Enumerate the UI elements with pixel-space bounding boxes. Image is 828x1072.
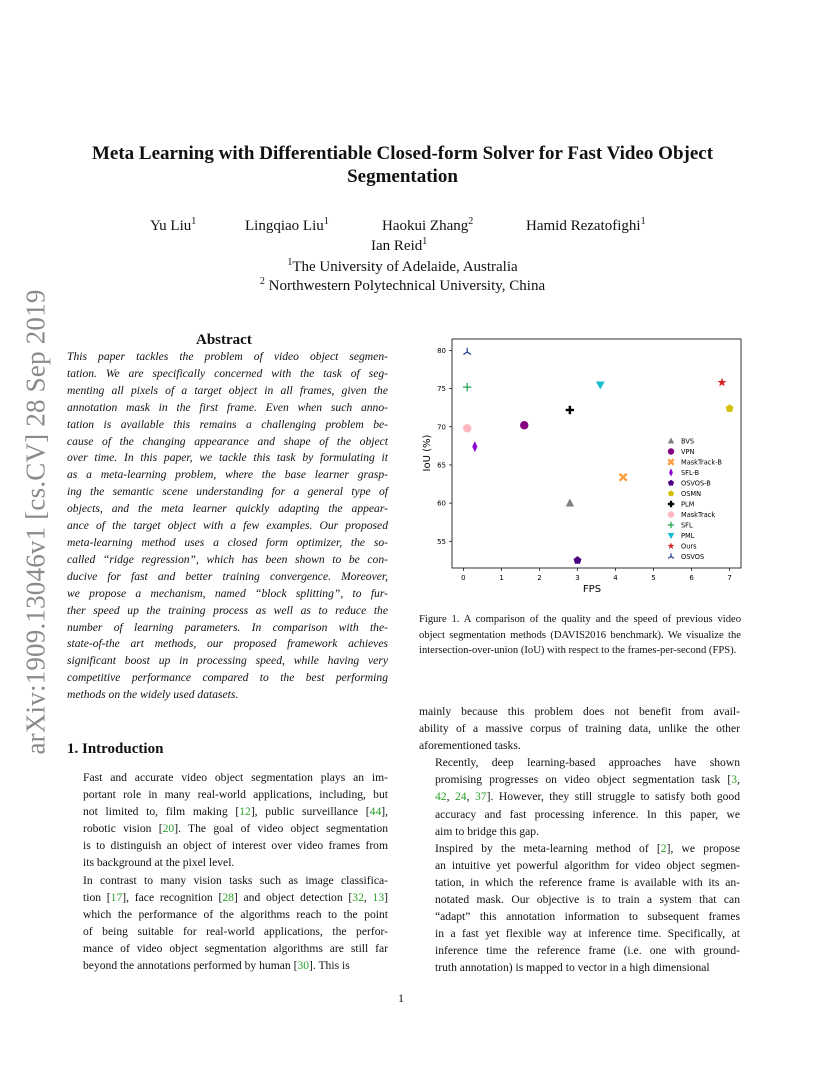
intro-left-column xyxy=(67,769,388,974)
text-span: which the performance of the algorithms reach to the point xyxy=(83,907,388,921)
paragraph xyxy=(419,840,740,977)
legend-marker xyxy=(668,480,674,486)
text-line xyxy=(419,823,740,840)
text-span: tion [ xyxy=(83,890,111,904)
citation-link[interactable]: 32 xyxy=(352,890,364,904)
author: Yu Liu$^1$ xyxy=(150,216,197,234)
text-line xyxy=(67,837,388,854)
abstract-line: tation is available this remains a challenging problem be- xyxy=(67,417,388,431)
data-point-osmn xyxy=(726,404,734,412)
text-span: truth annotation) is mapped to vector in a high dimensional xyxy=(435,961,710,975)
legend-marker xyxy=(668,553,674,558)
text-span: is to distinguish an object of interest over video frames from xyxy=(83,839,388,853)
legend-label: MaskTrack xyxy=(681,511,716,519)
text-span: in a fast yet flexible way at inference time. Specifically, at xyxy=(435,927,740,941)
y-tick-label: 55 xyxy=(437,537,446,546)
paragraph xyxy=(67,872,388,975)
data-point-vpn xyxy=(520,421,528,429)
y-tick-label: 80 xyxy=(437,346,446,355)
abstract-line: tation. We are specifically concerned with the task of seg- xyxy=(67,366,388,380)
text-line xyxy=(67,923,388,940)
text-line xyxy=(67,786,388,803)
citation-link[interactable]: 12 xyxy=(239,805,251,819)
abstract-line: cause of the changing appearance and shape of the object xyxy=(67,434,388,448)
text-span: aforementioned tasks. xyxy=(419,739,521,753)
text-line xyxy=(419,874,740,891)
text-span: ] xyxy=(384,890,389,904)
text-span: robotic vision [ xyxy=(83,822,163,836)
abstract-line: significant boost up in processing speed, while having very xyxy=(67,654,388,668)
legend-label: VPN xyxy=(681,448,695,456)
text-span: ] and object detection [ xyxy=(233,890,353,904)
abstract-line: competitive performance compared to the best performing xyxy=(67,671,388,685)
text-span: of being suitable for real-world applications, the perfor- xyxy=(83,924,388,938)
abstract-heading: Abstract xyxy=(196,332,252,348)
author: Lingqiao Liu$^1$ xyxy=(245,216,329,234)
abstract-line: objects, and the meta learner quickly adapting the appear- xyxy=(67,502,388,516)
citation-link[interactable]: 44 xyxy=(369,805,382,819)
text-line xyxy=(67,940,388,957)
data-point-bvs xyxy=(566,498,574,506)
text-line xyxy=(419,925,740,942)
text-span: ]. However, they still struggle to satisfy both good xyxy=(486,790,741,804)
abstract-line: number of learning parameters. In comparison with the- xyxy=(67,620,388,634)
citation-link[interactable]: 20 xyxy=(162,822,175,836)
data-point-osvos-b xyxy=(573,556,581,564)
text-span: ]. This is xyxy=(309,959,350,973)
abstract-body xyxy=(67,349,388,704)
citation-link[interactable]: 3 xyxy=(731,773,738,787)
text-span: mance of video object segmentation algorithms are still far xyxy=(83,941,388,955)
data-point-masktrack xyxy=(463,424,471,432)
section-heading-introduction: 1. Introduction xyxy=(67,741,164,757)
abstract-line: ther speed up the training process as well as to reduce the xyxy=(67,603,388,617)
text-span: Inspired by the meta-learning method of [ xyxy=(435,841,661,855)
text-line xyxy=(67,957,388,974)
text-line xyxy=(419,754,740,771)
citation-link[interactable]: 30 xyxy=(297,959,310,973)
citation-link[interactable]: 2 xyxy=(660,841,667,855)
paragraph xyxy=(419,703,740,754)
text-span: portant role in many real-world applications, including, but xyxy=(83,788,388,802)
text-line xyxy=(419,737,740,754)
intro-right-column xyxy=(419,703,740,977)
legend-marker xyxy=(669,468,673,476)
legend-marker xyxy=(668,511,674,517)
legend-marker xyxy=(668,448,674,454)
text-line xyxy=(67,906,388,923)
x-tick-label: 1 xyxy=(499,574,504,582)
citation-link[interactable]: 13 xyxy=(372,890,385,904)
text-span: ], face recognition [ xyxy=(122,890,223,904)
paragraph xyxy=(67,769,388,872)
y-tick-label: 70 xyxy=(437,423,446,432)
paper-title xyxy=(60,142,745,188)
x-axis-label: FPS xyxy=(582,584,602,595)
text-span: promising progresses on video object segmentation task [ xyxy=(435,773,732,787)
citation-link[interactable]: 42 xyxy=(435,790,447,804)
y-tick-label: 60 xyxy=(437,499,446,508)
plot-frame xyxy=(452,339,741,568)
legend-label: OSVOS xyxy=(681,553,705,561)
title-line-2: Segmentation xyxy=(347,166,458,187)
data-point-ours xyxy=(717,378,726,387)
text-span: ], xyxy=(381,805,388,819)
x-tick-label: 0 xyxy=(461,574,466,582)
x-tick-label: 7 xyxy=(727,574,732,582)
text-line xyxy=(67,854,388,871)
text-span: , xyxy=(737,773,740,787)
text-span: , xyxy=(446,790,455,804)
legend-label: Ours xyxy=(681,542,697,551)
x-tick-label: 3 xyxy=(575,574,580,582)
text-line xyxy=(419,942,740,959)
text-span: ]. The goal of video object segmentation xyxy=(174,822,388,836)
citation-link[interactable]: 28 xyxy=(222,890,234,904)
y-tick-label: 75 xyxy=(437,385,446,394)
text-line xyxy=(419,908,740,925)
text-line xyxy=(67,872,388,889)
text-span: an intuitive yet powerful algorithm for video object segmen- xyxy=(435,858,740,872)
legend-label: MaskTrack-B xyxy=(681,458,722,467)
abstract-line: state-of-the art methods, our proposed framework achieves xyxy=(67,637,388,651)
legend-marker xyxy=(668,542,675,549)
text-span: tation, in which the reference frame is available with its an- xyxy=(435,875,740,889)
x-tick-label: 2 xyxy=(537,574,542,582)
affiliation-2: $^2$ Northwestern Polytechnical University, China xyxy=(259,276,546,294)
text-span: mainly because this problem does not benefit from avail- xyxy=(419,705,740,718)
figure-caption: Figure 1. A comparison of the quality and the speed of previous video object segmentation methods (DAVIS2016 benchmark). We visualize the intersection-over-union (IoU) with respect to the frames-per-second (FPS). xyxy=(419,614,741,656)
text-line xyxy=(419,788,740,805)
author: Haokui Zhang$^2$ xyxy=(382,216,474,234)
abstract-line: called “ridge regression”, which has been shown to be con- xyxy=(67,552,388,566)
abstract-line: annotation mask in the first frame. Even when such anno- xyxy=(67,400,388,414)
citation-link[interactable]: 24 xyxy=(455,790,467,804)
text-span: notated mask. Our objective is to train a system that can xyxy=(435,893,740,907)
text-span: Recently, deep learning-based approaches have shown xyxy=(435,756,740,770)
abstract-line: over time. In this paper, we tackle this task by formulating it xyxy=(67,451,388,465)
abstract-line: we propose a mechanism, named “block splitting”, to fur- xyxy=(67,586,388,600)
text-span: beyond the annotations performed by human [ xyxy=(83,959,298,973)
text-line xyxy=(419,771,740,788)
text-span: , xyxy=(466,790,475,804)
legend-marker xyxy=(668,533,675,539)
title-line-1: Meta Learning with Differentiable Closed-form Solver for Fast Video Object xyxy=(91,143,714,164)
legend-marker xyxy=(668,501,674,507)
text-span: its background at the pixel level. xyxy=(83,856,235,870)
abstract-line: ance of the target object with a few examples. Our proposed xyxy=(67,519,388,533)
text-line xyxy=(419,857,740,874)
text-span: accuracy and fast processing inference. In this paper, we xyxy=(435,807,740,821)
text-span: Fast and accurate video object segmentation plays an im- xyxy=(83,771,388,784)
legend-label: PLM xyxy=(681,500,695,509)
fps-iou-scatter-chart xyxy=(414,330,750,600)
legend-marker xyxy=(668,522,674,528)
abstract-line: meta-learning method uses a closed form optimizer, the so- xyxy=(67,535,388,549)
legend-marker xyxy=(668,459,673,464)
text-span: ], we propose xyxy=(666,841,741,855)
abstract-line: ing the semantic scene understanding for a general type of xyxy=(67,485,388,499)
legend-label: SFL xyxy=(681,521,693,530)
text-span: “adapt” this annotation information to subsequent frames xyxy=(435,910,740,924)
author: Ian Reid$^1$ xyxy=(371,236,428,254)
text-span: aim to bridge this gap. xyxy=(435,824,540,838)
author: Hamid Rezatofighi$^1$ xyxy=(526,216,646,234)
x-tick-label: 5 xyxy=(651,574,656,582)
abstract-line: This paper tackles the problem of video object segmen- xyxy=(67,350,388,363)
abstract-line: ducive for fast and better training convergence. Moreover, xyxy=(67,569,388,583)
data-point-sfl xyxy=(463,383,471,391)
legend-marker xyxy=(668,490,674,496)
data-point-plm xyxy=(566,406,574,414)
y-tick-label: 65 xyxy=(437,461,446,470)
text-span: , xyxy=(363,890,373,904)
page-number: 1 xyxy=(398,991,404,1005)
abstract-line: menting all pixels of a target object in all frames, given the xyxy=(67,383,388,397)
text-span: not limited to, film making [ xyxy=(83,805,240,819)
x-tick-label: 6 xyxy=(689,574,694,582)
data-point-pml xyxy=(596,381,605,389)
arxiv-stamp xyxy=(14,282,58,762)
legend-label: SFL-B xyxy=(681,469,700,477)
text-line xyxy=(67,820,388,837)
abstract-line: methods on the widely used datasets. xyxy=(67,688,239,702)
text-span: In contrast to many vision tasks such as image classifica- xyxy=(83,873,388,887)
legend-label: OSMN xyxy=(681,490,701,498)
citation-link[interactable]: 17 xyxy=(110,890,123,904)
text-line xyxy=(67,803,388,820)
text-line xyxy=(67,769,388,786)
text-line xyxy=(67,889,388,906)
data-point-sfl-b xyxy=(472,441,477,452)
text-line xyxy=(419,840,740,857)
citation-link[interactable]: 37 xyxy=(475,790,487,804)
text-span: inference time the reference frame (i.e. one with ground- xyxy=(435,944,740,958)
paragraph xyxy=(419,754,740,839)
legend-label: OSVOS-B xyxy=(681,479,711,488)
legend-label: BVS xyxy=(681,437,695,446)
abstract-line: as a meta-learning problem, where the base learner grasp- xyxy=(67,468,388,482)
text-line xyxy=(419,720,740,737)
text-span: ], public surveillance [ xyxy=(250,805,370,819)
y-axis-label: IoU (%) xyxy=(422,434,433,472)
text-line xyxy=(419,891,740,908)
x-tick-label: 4 xyxy=(613,574,618,582)
text-line xyxy=(419,703,740,720)
data-point-osvos xyxy=(463,348,471,355)
arxiv-stamp-text: arXiv:1909.13046v1 [cs.CV] 28 Sep 2019 xyxy=(20,289,51,755)
data-point-masktrack-b xyxy=(620,474,627,481)
text-span: ability of a massive corpus of training data, unlike the other xyxy=(419,722,740,736)
affiliation-1: $^1$The University of Adelaide, Australia xyxy=(287,257,518,275)
text-line xyxy=(419,959,740,976)
legend-label: PML xyxy=(681,532,695,540)
text-line xyxy=(419,806,740,823)
legend-marker xyxy=(668,437,674,443)
chart-legend xyxy=(668,437,723,561)
